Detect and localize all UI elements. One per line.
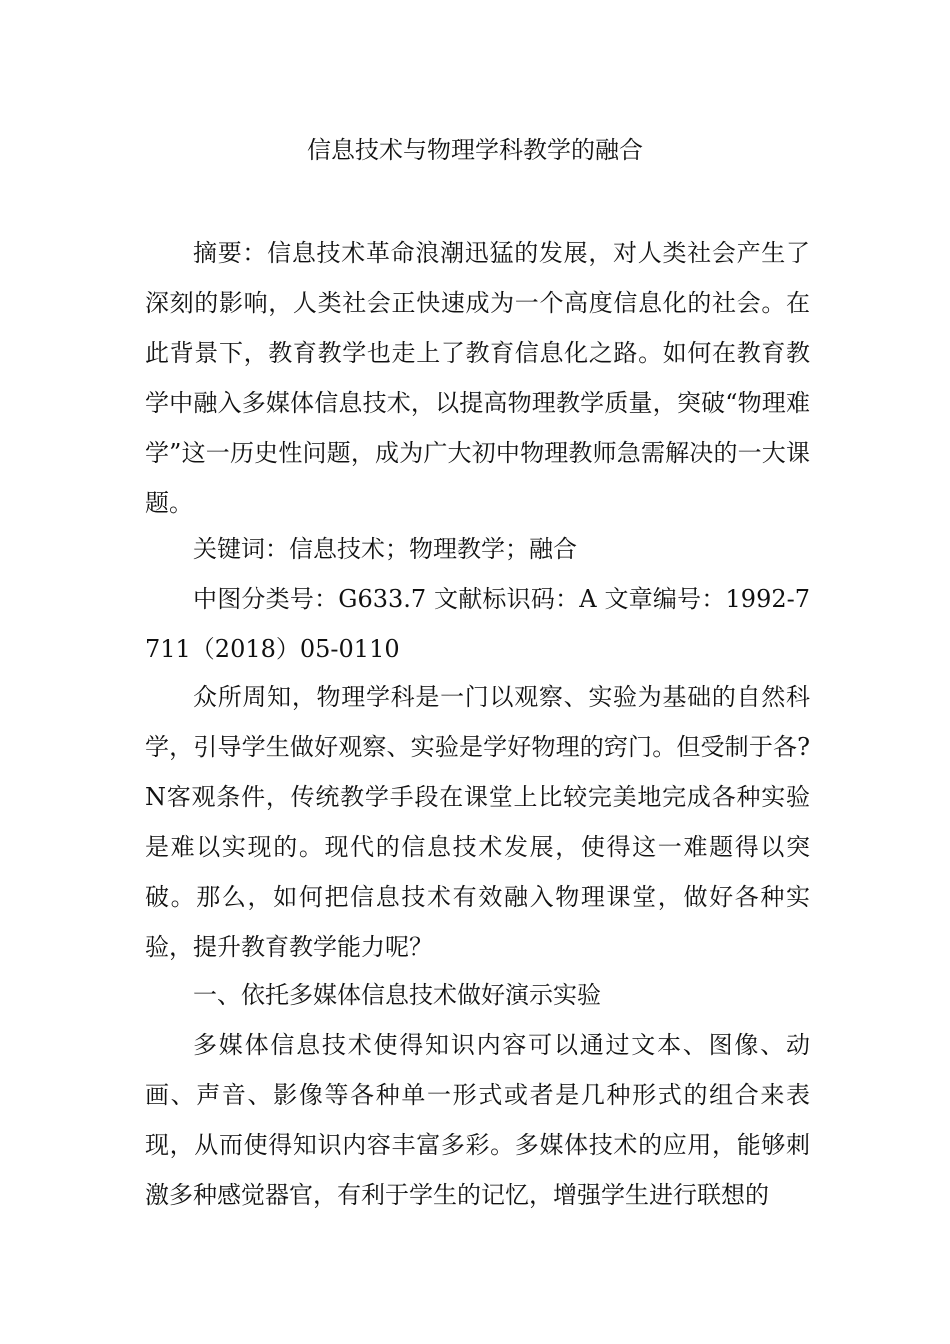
- classification-paragraph: 中图分类号：G633.7 文献标识码：A 文章编号：1992-7711（2018）05-0110: [145, 585, 810, 663]
- section-body-paragraph: 多媒体信息技术使得知识内容可以通过文本、图像、动画、声音、影像等各种单一形式或者是几种形式的组合来表现，从而使得知识内容丰富多彩。多媒体技术的应用，能够刺激多种感觉器官，有利于学生的记忆，增强学生进行联想的: [145, 1031, 810, 1209]
- section-heading: 一、依托多媒体信息技术做好演示实验: [193, 981, 601, 1009]
- intro-paragraph: 众所周知，物理学科是一门以观察、实验为基础的自然科学，引导学生做好观察、实验是学好物理的窍门。但受制于各?N客观条件，传统教学手段在课堂上比较完美地完成各种实验是难以实现的。现代的信息技术发展，使得这一难题得以突破。那么，如何把信息技术有效融入物理课堂，做好各种实验，提升教育教学能力呢？: [145, 683, 810, 961]
- keywords-line: 关键词：信息技术；物理教学；融合: [193, 535, 577, 563]
- document-title: 信息技术与物理学科教学的融合: [307, 136, 643, 164]
- abstract-paragraph: 摘要：信息技术革命浪潮迅猛的发展，对人类社会产生了深刻的影响，人类社会正快速成为一个高度信息化的社会。在此背景下，教育教学也走上了教育信息化之路。如何在教育教学中融入多媒体信息技术，以提高物理教学质量，突破“物理难学”这一历史性问题，成为广大初中物理教师急需解决的一大课题。: [145, 239, 810, 517]
